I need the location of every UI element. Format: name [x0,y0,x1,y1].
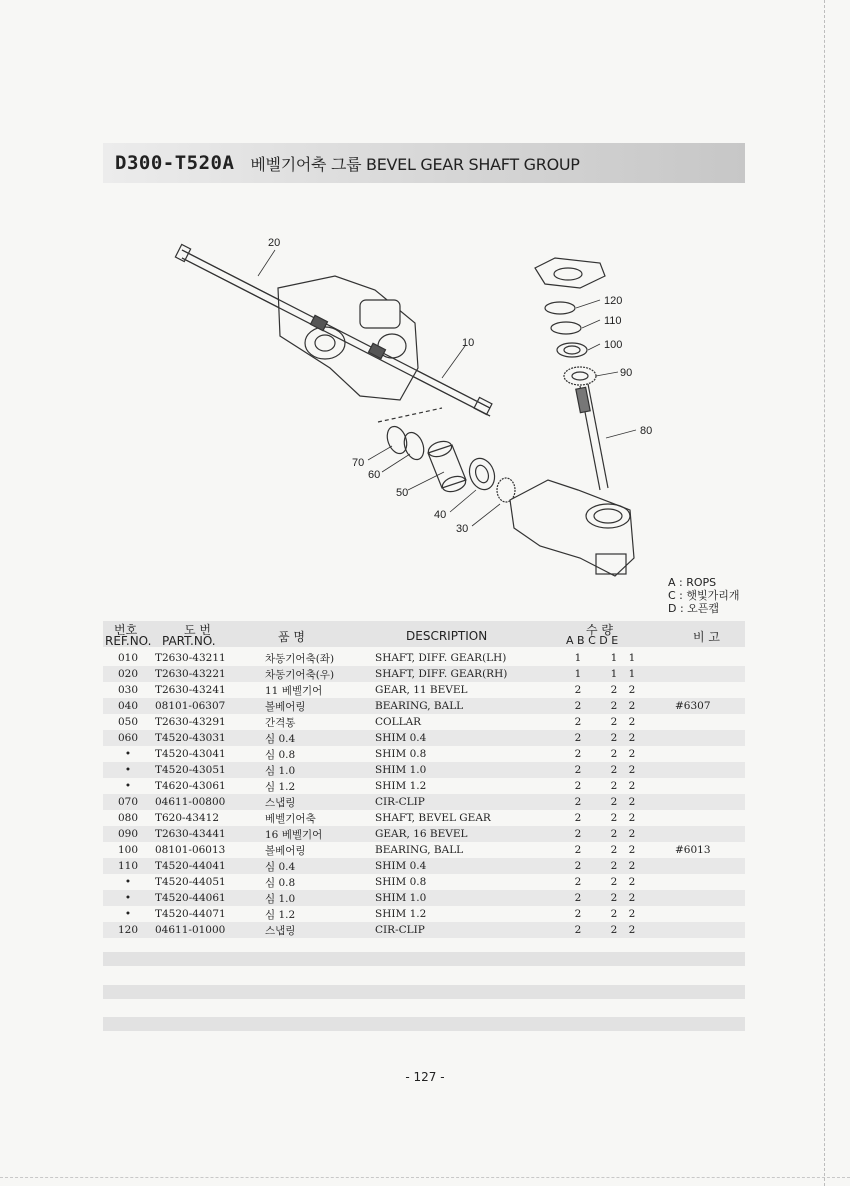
qty-d-cell: 2 [623,826,641,842]
ref-no-cell: 080 [117,812,139,824]
header-ref-ko: 번호 [114,623,138,637]
qty-c-cell: 2 [610,876,618,888]
bevel-gear-shaft [576,384,608,490]
callout-90: 90 [620,367,633,379]
qty-c-cell: 1 [610,652,618,664]
qty-d-cell: 2 [623,698,641,714]
part-no-cell: 08101-06307 [153,698,265,714]
part-no-cell: 04611-00800 [153,794,265,810]
note-cell [659,714,745,730]
qty-a-cell: 2 [574,684,582,696]
qty-b-cell [587,922,605,938]
callout-110: 110 [604,315,622,327]
header-name-ko: 품 명 [278,630,305,644]
qty-d-cell: 2 [628,748,636,760]
qty-e-cell [641,666,659,682]
qty-a-cell: 2 [574,844,582,856]
qty-a-cell: 2 [574,876,582,888]
korean-name-cell: 차동기어축(좌) [265,652,335,665]
table-row [103,842,745,858]
qty-a-cell: 1 [574,652,582,664]
page-edge-right [824,0,826,1186]
description-cell: SHIM 1.2 [375,908,427,920]
note-cell [659,826,745,842]
note-cell [659,874,745,890]
part-no-cell: T4520-43041 [155,748,226,760]
part-no-cell: T4520-44041 [153,858,265,874]
qty-c-cell: 2 [605,826,623,842]
note-cell [659,810,745,826]
qty-c-cell: 2 [605,858,623,874]
qty-b-cell [587,778,605,794]
description-cell: SHAFT, DIFF. GEAR(LH) [375,652,507,664]
page-edge-bottom [0,1177,850,1179]
note-cell [659,890,745,906]
description-cell: CIR-CLIP [375,794,569,810]
qty-a-cell: 2 [574,748,582,760]
empty-row-band [103,985,745,999]
korean-name-cell: 심 1.0 [265,762,375,778]
part-no-cell: 04611-01000 [153,922,265,938]
qty-d-cell: 2 [628,684,636,696]
qty-a-cell: 2 [574,812,582,824]
korean-name-cell: 볼베어링 [265,844,306,857]
qty-a-cell: 1 [569,666,587,682]
callout-100: 100 [604,339,623,351]
ref-no-cell: 060 [103,730,153,746]
qty-e-cell [641,794,659,810]
variant-d: D : 오픈캡 [668,602,720,615]
korean-name-cell: 스냅링 [265,922,375,938]
qty-a-cell: 2 [569,730,587,746]
callout-70: 70 [352,457,365,469]
qty-b-cell [587,650,605,666]
callout-30: 30 [456,523,469,535]
callout-50: 50 [396,487,409,499]
qty-d-cell: 2 [623,762,641,778]
korean-name-cell: 심 1.0 [265,890,375,906]
empty-row-band [103,1017,745,1031]
qty-e-cell [641,682,659,698]
callout-40: 40 [434,509,447,521]
qty-c-cell: 1 [605,666,623,682]
header-part-en: PART.NO. [162,634,216,648]
part-no-cell: T2630-43221 [153,666,265,682]
ref-no-cell: 040 [103,698,153,714]
part-no-cell: T2630-43211 [155,652,226,664]
note-cell: #6307 [659,698,745,714]
qty-e-cell [641,650,659,666]
note-cell [659,650,745,666]
qty-d-cell: 2 [623,730,641,746]
ref-no-cell: 120 [103,922,153,938]
korean-name-cell: 심 1.2 [265,780,296,793]
qty-e-cell [641,714,659,730]
qty-b-cell [587,890,605,906]
ref-no-cell: • [124,748,132,760]
description-cell: SHAFT, BEVEL GEAR [375,812,491,824]
korean-name-cell: 스냅링 [265,794,375,810]
callout-80: 80 [640,425,653,437]
korean-name-cell: 16 베벨기어 [265,826,375,842]
part-no-cell: T2630-43441 [153,826,265,842]
qty-e-cell [641,746,659,762]
qty-e-cell [641,858,659,874]
description-cell: SHIM 1.0 [375,890,569,906]
description-cell: CIR-CLIP [375,922,569,938]
qty-e-cell [641,874,659,890]
table-row [103,890,745,906]
qty-a-cell: 2 [574,716,582,728]
qty-d-cell: 2 [628,780,636,792]
upper-bearing [557,343,587,357]
qty-d-cell: 2 [623,794,641,810]
qty-a-cell: 2 [569,922,587,938]
table-row [103,698,745,714]
qty-c-cell: 2 [605,794,623,810]
note-cell [659,906,745,922]
qty-c-cell: 2 [605,762,623,778]
description-cell: SHIM 0.8 [375,748,427,760]
qty-a-cell: 2 [569,794,587,810]
qty-e-cell [641,922,659,938]
qty-b-cell [587,730,605,746]
table-row [103,650,745,666]
gear-case [510,480,634,576]
korean-name-cell: 심 0.4 [265,858,375,874]
qty-d-cell: 2 [623,922,641,938]
page-number: - 127 - [405,1070,445,1084]
qty-d-cell: 2 [628,876,636,888]
qty-e-cell [641,842,659,858]
callout-60: 60 [368,469,381,481]
qty-b-cell [587,666,605,682]
qty-e-cell [641,890,659,906]
ref-no-cell: • [124,908,132,920]
qty-e-cell [641,778,659,794]
ref-no-cell: 050 [117,716,139,728]
qty-c-cell: 2 [605,922,623,938]
group-title: 베벨기어축 그룹 BEVEL GEAR SHAFT GROUP [250,154,580,174]
qty-a-cell: 2 [569,698,587,714]
description-cell: SHIM 0.8 [375,876,427,888]
description-cell: SHIM 0.4 [375,858,569,874]
korean-name-cell: 베벨기어축 [265,812,316,825]
description-cell: GEAR, 11 BEVEL [375,684,468,696]
qty-c-cell: 2 [610,908,618,920]
description-cell: BEARING, BALL [375,698,569,714]
ref-no-cell: 010 [117,652,139,664]
qty-c-cell: 2 [610,844,618,856]
title-bar [103,143,745,183]
ref-no-cell: • [103,762,153,778]
korean-name-cell: 심 0.8 [265,748,296,761]
qty-b-cell [587,906,605,922]
note-cell [659,778,745,794]
exploded-parts-diagram [160,228,680,588]
description-cell: SHIM 1.2 [375,780,427,792]
qty-d-cell: 2 [628,716,636,728]
table-row [103,906,745,922]
note-cell [659,794,745,810]
header-description: DESCRIPTION [406,629,488,643]
ref-no-cell: 090 [103,826,153,842]
part-no-cell: 08101-06013 [155,844,226,856]
note-cell: #6013 [675,844,711,856]
qty-c-cell: 2 [610,812,618,824]
note-cell [659,922,745,938]
table-row [103,746,745,762]
qty-a-cell: 2 [574,908,582,920]
part-no-cell: T4520-43051 [153,762,265,778]
qty-c-cell: 2 [610,748,618,760]
qty-b-cell [587,714,605,730]
qty-d-cell: 2 [623,858,641,874]
part-no-cell: T620-43412 [155,812,219,824]
part-no-cell: T4520-44061 [153,890,265,906]
korean-name-cell: 심 1.2 [265,908,296,921]
qty-a-cell: 2 [569,762,587,778]
qty-a-cell: 2 [569,858,587,874]
table-row [103,922,745,938]
ref-no-cell: 020 [103,666,153,682]
table-row [103,858,745,874]
top-cap [535,258,605,288]
callout-120: 120 [604,295,623,307]
qty-e-cell [641,826,659,842]
description-cell: GEAR, 16 BEVEL [375,826,569,842]
qty-b-cell [587,698,605,714]
qty-d-cell: 1 [623,666,641,682]
header-qty-ko: 수 량 [586,623,613,637]
table-row [103,874,745,890]
qty-d-cell: 2 [628,908,636,920]
qty-c-cell: 2 [610,684,618,696]
part-no-cell: T4520-44051 [155,876,226,888]
qty-a-cell: 2 [569,890,587,906]
table-row [103,666,745,682]
qty-a-cell: 2 [569,826,587,842]
qty-b-cell [587,842,605,858]
qty-d-cell: 2 [628,844,636,856]
ref-no-cell: 030 [117,684,139,696]
qty-e-cell [641,698,659,714]
ref-no-cell: • [103,890,153,906]
korean-name-cell: 차동기어축(우) [265,666,375,682]
qty-d-cell: 2 [628,812,636,824]
ref-no-cell: • [124,876,132,888]
note-cell [659,730,745,746]
part-no-cell: T2630-43241 [155,684,226,696]
qty-b-cell [587,746,605,762]
qty-d-cell: 1 [628,652,636,664]
table-row [103,794,745,810]
qty-d-cell: 2 [623,890,641,906]
qty-b-cell [587,874,605,890]
qty-e-cell [641,762,659,778]
header-qty-cols: A B C D E [566,634,619,647]
ref-no-cell: • [124,780,132,792]
qty-b-cell [587,682,605,698]
note-cell [659,762,745,778]
table-row [103,730,745,746]
korean-name-cell: 심 0.4 [265,730,375,746]
header-ref-en: REF.NO. [105,634,152,648]
diff-housing [182,250,490,416]
part-no-cell: T2630-43291 [155,716,226,728]
variant-legend [668,576,740,615]
callout-20: 20 [268,237,281,249]
ref-no-cell: 100 [117,844,139,856]
description-cell: SHIM 0.4 [375,730,569,746]
note-cell [659,746,745,762]
description-cell: SHIM 1.0 [375,762,569,778]
header-part-ko: 도 번 [184,623,211,637]
note-cell [659,682,745,698]
note-cell [659,858,745,874]
qty-e-cell [641,730,659,746]
empty-row-band [103,952,745,966]
qty-c-cell: 2 [605,698,623,714]
bearing [465,455,498,493]
qty-e-cell [641,810,659,826]
variant-a: A : ROPS [668,576,717,589]
part-no-cell: T4620-43061 [155,780,226,792]
note-cell [659,666,745,682]
variant-c: C : 햇빛가리개 [668,589,740,602]
bevel-gear-16 [564,367,596,385]
ref-no-cell: 110 [103,858,153,874]
qty-e-cell [641,906,659,922]
ref-no-cell: 070 [103,794,153,810]
qty-c-cell: 2 [610,716,618,728]
qty-a-cell: 2 [574,780,582,792]
description-cell: COLLAR [375,716,422,728]
description-cell: SHAFT, DIFF. GEAR(RH) [375,666,569,682]
qty-c-cell: 2 [610,780,618,792]
callout-10: 10 [462,337,475,349]
qty-c-cell: 2 [605,890,623,906]
part-no-cell: T4520-44071 [155,908,226,920]
korean-name-cell: 볼베어링 [265,698,375,714]
part-no-cell: T4520-43031 [153,730,265,746]
header-note-ko: 비 고 [693,630,720,644]
korean-name-cell: 심 0.8 [265,876,296,889]
qty-b-cell [587,810,605,826]
table-row [103,714,745,730]
parts-table [103,650,745,938]
group-code: D300-T520A [115,152,235,174]
qty-b-cell [587,794,605,810]
table-row [103,778,745,794]
qty-b-cell [587,826,605,842]
description-cell: BEARING, BALL [375,844,464,856]
qty-b-cell [587,762,605,778]
korean-name-cell: 간격통 [265,716,296,729]
upper-shim-clip [545,302,581,334]
collar [426,439,467,495]
qty-b-cell [587,858,605,874]
table-row [103,810,745,826]
korean-name-cell: 11 베벨기어 [265,684,323,697]
table-row [103,762,745,778]
qty-c-cell: 2 [605,730,623,746]
table-row [103,826,745,842]
table-row [103,682,745,698]
